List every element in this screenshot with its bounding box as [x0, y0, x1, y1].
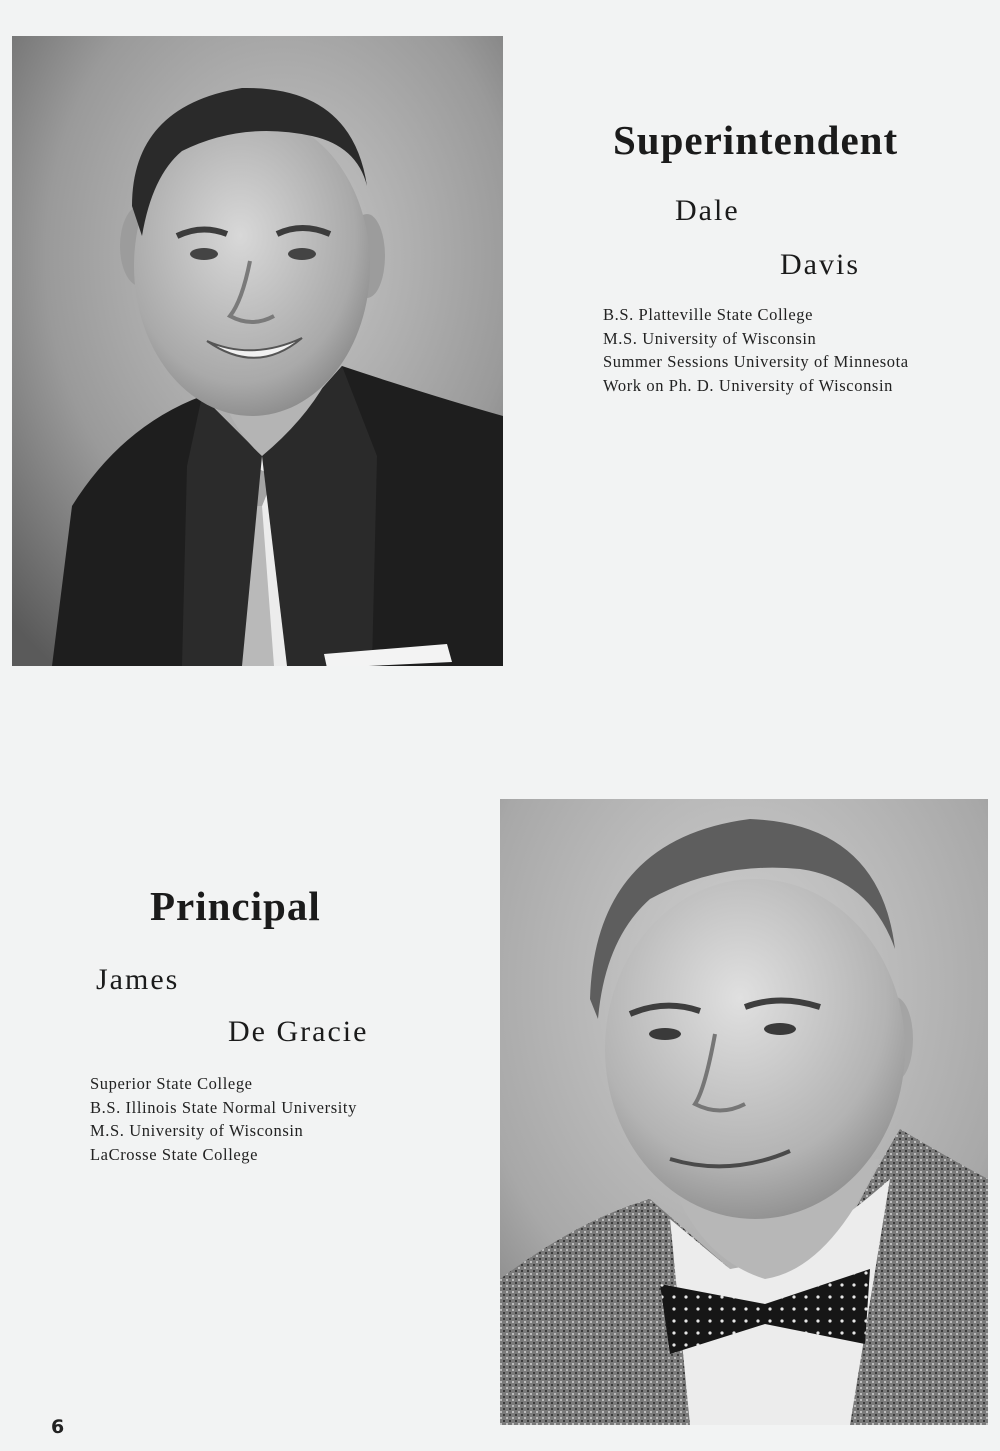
principal-portrait — [500, 799, 988, 1425]
superintendent-portrait — [12, 36, 503, 666]
superintendent-credentials — [603, 303, 909, 397]
principal-heading: Principal — [150, 883, 321, 929]
credential-line: LaCrosse State College — [90, 1144, 259, 1164]
superintendent-heading: Superintendent — [613, 117, 899, 163]
principal-credentials — [90, 1072, 357, 1166]
credential-line: Summer Sessions University of Minnesota — [603, 352, 909, 371]
principal-last-name: De Gracie — [228, 1015, 369, 1048]
credential-line: Work on Ph. D. University of Wisconsin — [603, 375, 893, 395]
superintendent-first-name: Dale — [675, 194, 740, 227]
principal-first-name: James — [96, 963, 180, 996]
credential-line: M.S. University of Wisconsin — [90, 1121, 304, 1140]
page-number: 6 — [51, 1416, 65, 1438]
credential-line: B.S. Platteville State College — [603, 305, 814, 324]
credential-line: M.S. University of Wisconsin — [603, 328, 817, 348]
credential-line: Superior State College — [90, 1074, 253, 1093]
credential-line: B.S. Illinois State Normal University — [90, 1097, 357, 1117]
superintendent-last-name: Davis — [780, 248, 860, 281]
